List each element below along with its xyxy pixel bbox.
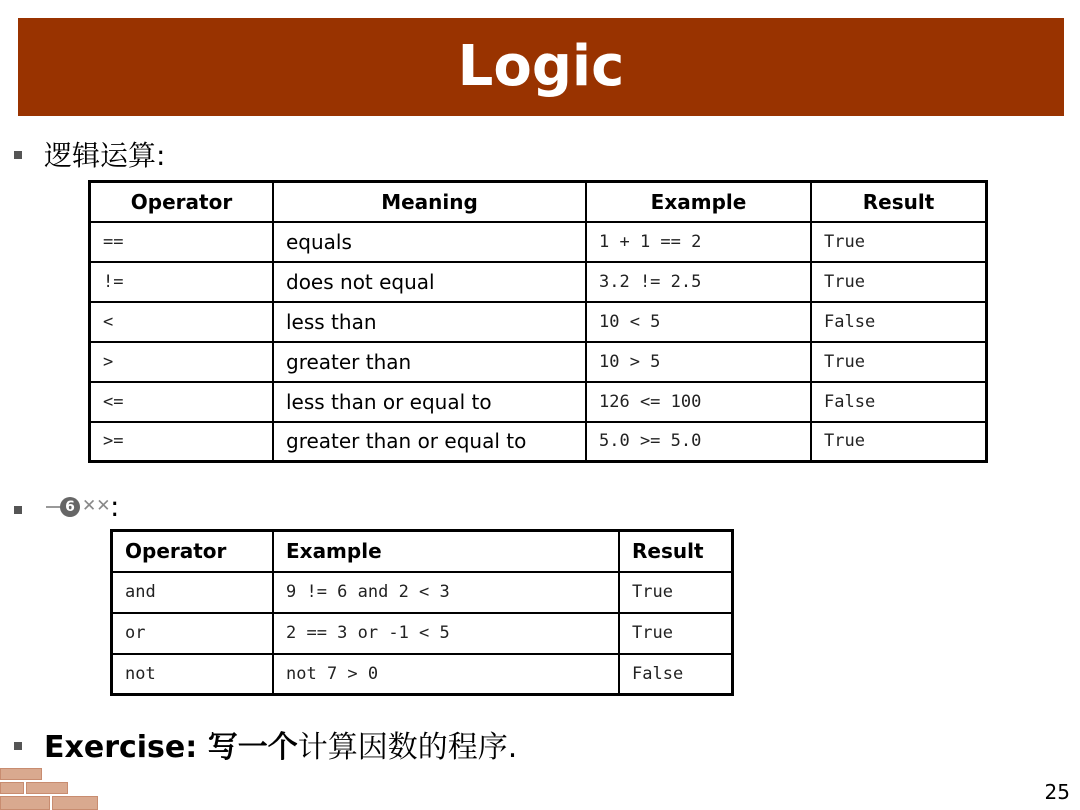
operator-cell: != bbox=[90, 262, 274, 302]
title-bar bbox=[18, 18, 1064, 116]
exercise-label: Exercise: 写一个 bbox=[44, 730, 298, 765]
column-header: Result bbox=[619, 531, 733, 572]
column-header: Operator bbox=[112, 531, 274, 572]
operator-cell: >= bbox=[90, 422, 274, 462]
column-header: Example bbox=[586, 182, 811, 222]
section-heading-colon: : bbox=[110, 490, 120, 523]
table-row bbox=[90, 342, 987, 382]
operator-cell: <= bbox=[90, 382, 274, 422]
meaning-cell: greater than bbox=[273, 342, 586, 382]
brick-shape bbox=[52, 796, 98, 810]
relational-operators-table bbox=[88, 180, 988, 463]
meaning-cell: equals bbox=[273, 222, 586, 262]
result-cell: True bbox=[811, 422, 987, 462]
badge-line bbox=[46, 506, 60, 508]
table-header-row bbox=[112, 531, 733, 572]
operator-cell: and bbox=[112, 572, 274, 613]
brick-shape bbox=[26, 782, 68, 794]
slide-title: Logic bbox=[457, 34, 625, 99]
column-header: Operator bbox=[90, 182, 274, 222]
result-cell: False bbox=[619, 654, 733, 695]
result-cell: True bbox=[811, 262, 987, 302]
table-row bbox=[112, 572, 733, 613]
result-cell: True bbox=[811, 342, 987, 382]
meaning-cell: less than bbox=[273, 302, 586, 342]
result-cell: True bbox=[619, 572, 733, 613]
example-cell: 3.2 != 2.5 bbox=[586, 262, 811, 302]
operator-cell: > bbox=[90, 342, 274, 382]
brick-shape bbox=[0, 768, 42, 780]
example-cell: 10 > 5 bbox=[586, 342, 811, 382]
meaning-cell: less than or equal to bbox=[273, 382, 586, 422]
example-cell: 9 != 6 and 2 < 3 bbox=[273, 572, 619, 613]
section-heading-logic-ops: 逻辑运算: bbox=[44, 139, 166, 172]
result-cell: True bbox=[811, 222, 987, 262]
operator-cell: or bbox=[112, 613, 274, 654]
example-cell: not 7 > 0 bbox=[273, 654, 619, 695]
page-number: 25 bbox=[1044, 780, 1070, 804]
example-cell: 1 + 1 == 2 bbox=[586, 222, 811, 262]
example-cell: 5.0 >= 5.0 bbox=[586, 422, 811, 462]
table-row bbox=[90, 302, 987, 342]
table-row bbox=[112, 613, 733, 654]
bullet-marker bbox=[14, 506, 22, 514]
operator-cell: < bbox=[90, 302, 274, 342]
brick-shape bbox=[0, 796, 50, 810]
table-row bbox=[112, 654, 733, 695]
logical-operators-table bbox=[110, 529, 734, 696]
table-row bbox=[90, 222, 987, 262]
column-header: Example bbox=[273, 531, 619, 572]
operator-cell: == bbox=[90, 222, 274, 262]
example-cell: 2 == 3 or -1 < 5 bbox=[273, 613, 619, 654]
table-row bbox=[90, 382, 987, 422]
section-badge-icon bbox=[46, 496, 111, 518]
badge-mark-icon: ✕✕ bbox=[82, 496, 111, 516]
meaning-cell: does not equal bbox=[273, 262, 586, 302]
meaning-cell: greater than or equal to bbox=[273, 422, 586, 462]
table-row bbox=[90, 262, 987, 302]
exercise-line bbox=[44, 722, 517, 766]
operator-cell: not bbox=[112, 654, 274, 695]
bullet-marker bbox=[14, 742, 22, 750]
badge-number: 6 bbox=[60, 497, 80, 517]
result-cell: False bbox=[811, 382, 987, 422]
exercise-text: 计算因数的程序. bbox=[297, 730, 518, 765]
result-cell: False bbox=[811, 302, 987, 342]
column-header: Result bbox=[811, 182, 987, 222]
table-header-row bbox=[90, 182, 987, 222]
example-cell: 10 < 5 bbox=[586, 302, 811, 342]
bullet-marker bbox=[14, 151, 22, 159]
example-cell: 126 <= 100 bbox=[586, 382, 811, 422]
decorative-bricks-image bbox=[0, 764, 100, 810]
result-cell: True bbox=[619, 613, 733, 654]
table-row bbox=[90, 422, 987, 462]
brick-shape bbox=[0, 782, 24, 794]
column-header: Meaning bbox=[273, 182, 586, 222]
